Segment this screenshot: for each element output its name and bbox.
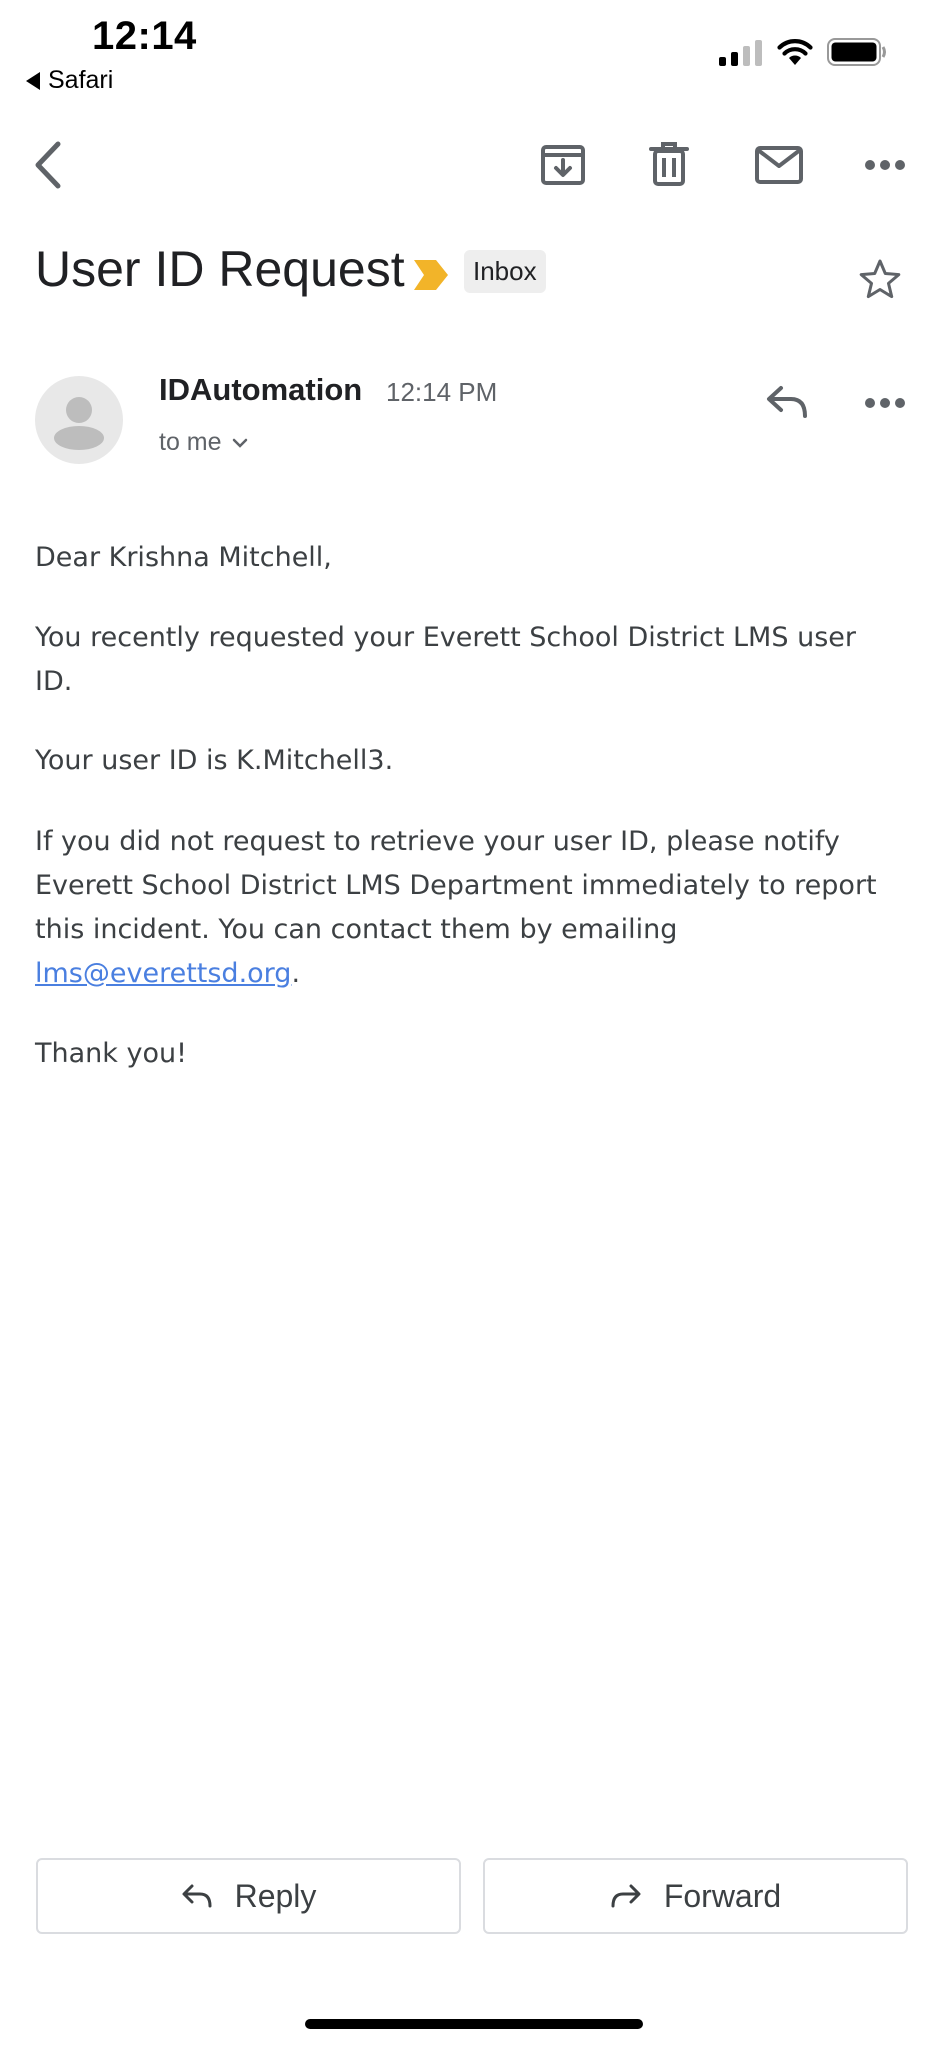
reply-icon (181, 1883, 213, 1909)
wifi-icon (777, 38, 813, 66)
body-closing: Thank you! (35, 1038, 187, 1069)
forward-icon (610, 1883, 642, 1909)
sender-name[interactable]: IDAutomation (159, 372, 363, 407)
message-more-icon[interactable] (865, 396, 905, 415)
importance-marker-icon[interactable] (412, 258, 450, 297)
mail-icon[interactable] (754, 145, 804, 185)
sender-avatar[interactable] (35, 376, 123, 464)
reply-button-label: Reply (234, 1877, 317, 1914)
body-paragraph-2: Your user ID is K.Mitchell3. (35, 745, 394, 776)
status-icons (719, 38, 887, 66)
recipient-details-toggle[interactable] (159, 428, 248, 457)
status-time: 12:14 (92, 14, 197, 58)
body-paragraph-3 (35, 820, 895, 996)
inbox-label-chip[interactable]: Inbox (464, 250, 546, 293)
reply-button[interactable] (36, 1858, 461, 1934)
forward-button-label: Forward (663, 1877, 782, 1914)
chevron-down-icon (232, 438, 248, 448)
send-time: 12:14 PM (386, 377, 498, 407)
star-icon[interactable] (858, 258, 902, 305)
body-paragraph-3-text: If you did not request to retrieve your user ID, please notify Everett School District LMS Department immediately to report this incident. You can contact them by emailing (35, 826, 877, 945)
contact-email-link[interactable]: lms@everettsd.org (35, 958, 292, 989)
body-greeting: Dear Krishna Mitchell, (35, 542, 332, 573)
reply-arrow-icon[interactable] (765, 384, 809, 425)
back-triangle-icon (26, 72, 40, 90)
archive-icon[interactable] (540, 141, 586, 187)
person-silhouette-icon (35, 376, 123, 464)
cellular-signal-icon (719, 40, 763, 66)
recipient-label: to me (159, 428, 222, 456)
body-paragraph-3-end: . (291, 958, 301, 989)
battery-icon (827, 38, 887, 66)
more-icon[interactable] (865, 158, 905, 172)
trash-icon[interactable] (649, 141, 689, 187)
email-subject: User ID Request (35, 241, 405, 297)
back-arrow-icon[interactable] (28, 138, 68, 192)
back-to-safari-link[interactable] (26, 66, 113, 95)
forward-button[interactable] (483, 1858, 908, 1934)
home-indicator[interactable] (305, 2019, 643, 2029)
body-paragraph-1: You recently requested your Everett School District LMS user ID. (35, 622, 856, 697)
back-app-label: Safari (48, 66, 114, 94)
